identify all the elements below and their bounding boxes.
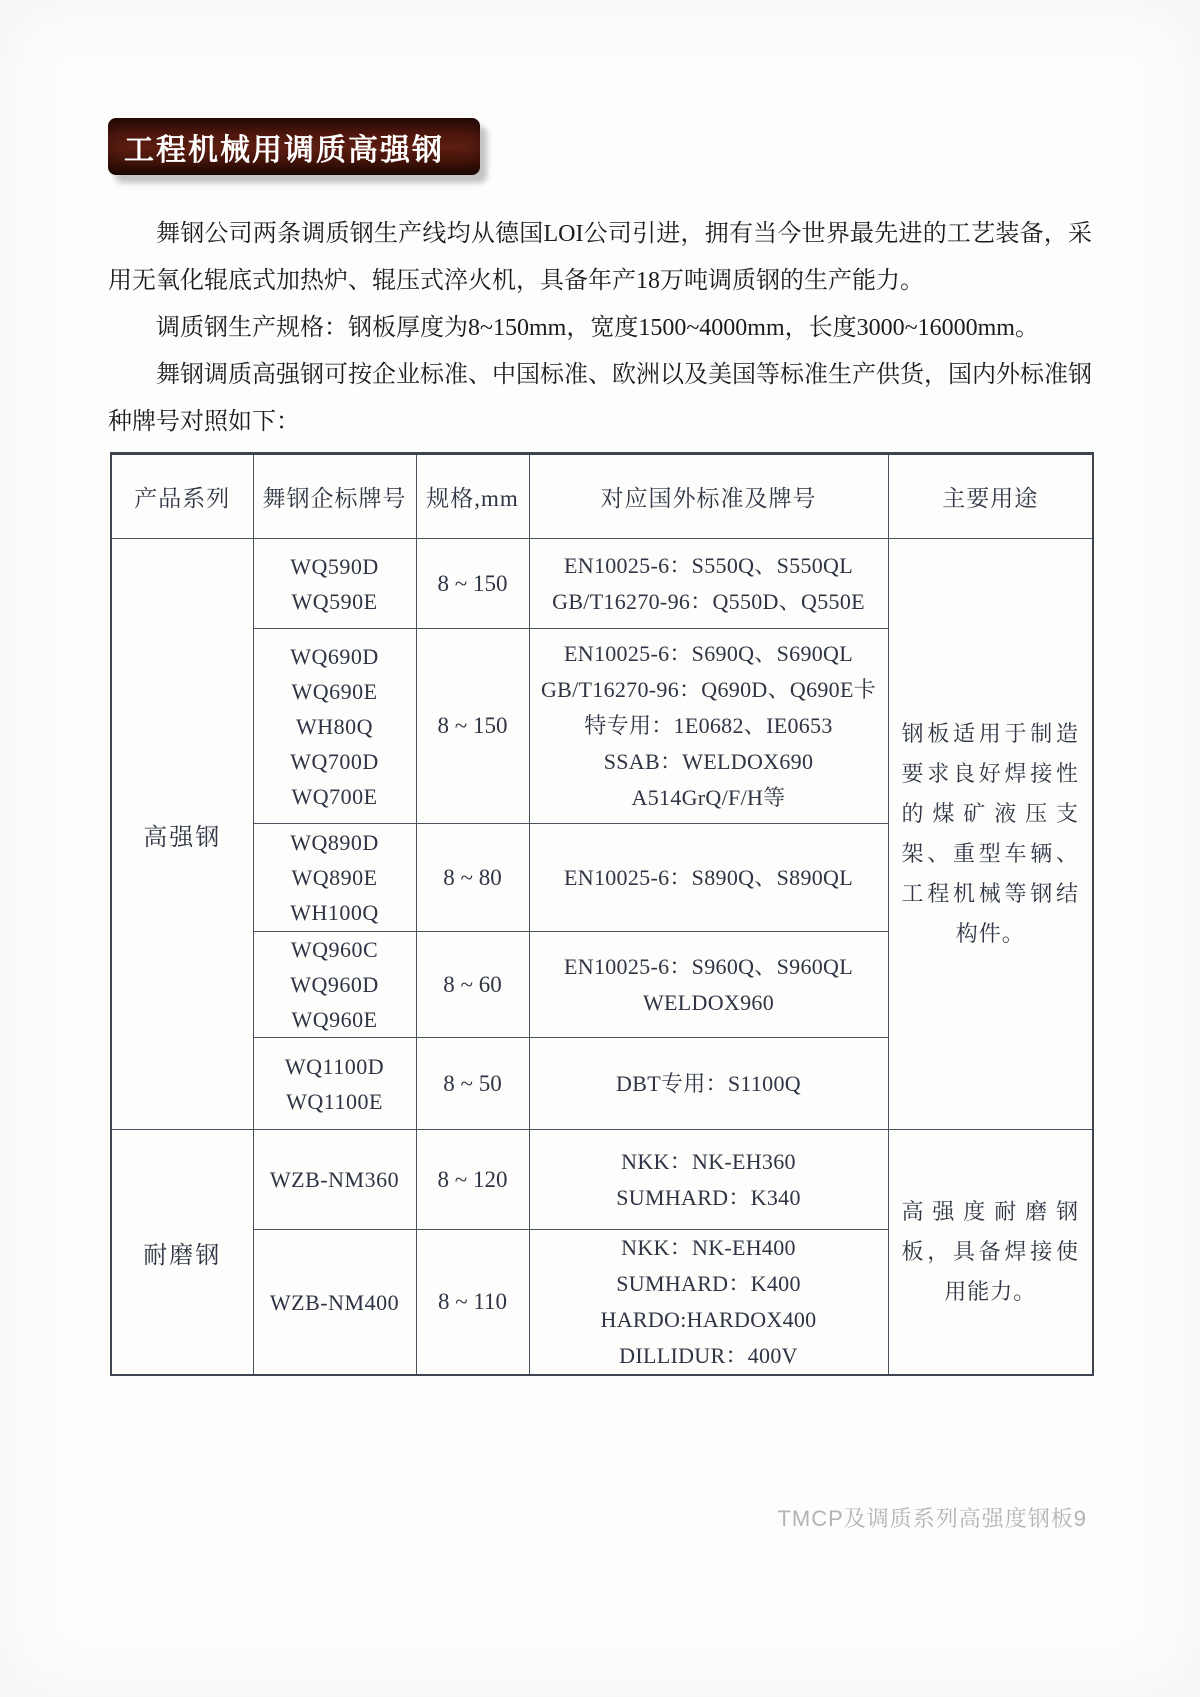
foreign-standards-cell: NKK：NK-EH400 SUMHARD：K400 HARDO:HARDOX400 DILLIDUR：400V bbox=[529, 1230, 888, 1376]
spec-cell: 8 ~ 80 bbox=[416, 824, 529, 932]
body-paragraph: 舞钢公司两条调质钢生产线均从德国LOI公司引进，拥有当今世界最先进的工艺装备，采用无氧化辊底式加热炉、辊压式淬火机，具备年产18万吨调质钢的生产能力。 bbox=[108, 221, 1092, 294]
page-footer: TMCP及调质系列高强度钢板9 bbox=[777, 1506, 1087, 1531]
main-usage-cell: 高强度耐磨钢板，具备焊接使用能力。 bbox=[888, 1130, 1093, 1376]
spec-cell: 8 ~ 120 bbox=[416, 1130, 529, 1230]
column-header: 主要用途 bbox=[888, 454, 1093, 539]
section-title-banner bbox=[108, 118, 480, 175]
foreign-standards-cell: EN10025-6：S550Q、S550QL GB/T16270-96：Q550D、Q550E bbox=[529, 539, 888, 629]
table-body bbox=[111, 539, 1093, 1376]
foreign-standards-cell: EN10025-6：S960Q、S960QL WELDOX960 bbox=[529, 932, 888, 1038]
body-paragraph: 调质钢生产规格：钢板厚度为8~150mm，宽度1500~4000mm，长度3000~16000mm。 bbox=[156, 315, 1039, 341]
spec-cell: 8 ~ 150 bbox=[416, 629, 529, 824]
grade-cell: WZB-NM360 bbox=[253, 1130, 416, 1230]
table-header-row bbox=[111, 454, 1093, 539]
main-usage-cell: 钢板适用于制造要求良好焊接性的煤矿液压支架、重型车辆、工程机械等钢结构件。 bbox=[888, 539, 1093, 1130]
foreign-standards-cell: NKK：NK-EH360 SUMHARD：K340 bbox=[529, 1130, 888, 1230]
column-header: 产品系列 bbox=[111, 454, 253, 539]
spec-cell: 8 ~ 60 bbox=[416, 932, 529, 1038]
table-row bbox=[111, 1130, 1093, 1230]
column-header: 舞钢企标牌号 bbox=[253, 454, 416, 539]
spec-cell: 8 ~ 50 bbox=[416, 1038, 529, 1130]
series-name-cell: 高强钢 bbox=[111, 539, 253, 1130]
table-row bbox=[111, 539, 1093, 629]
foreign-standards-cell: EN10025-6：S890Q、S890QL bbox=[529, 824, 888, 932]
grade-cell: WQ890D WQ890E WH100Q bbox=[253, 824, 416, 932]
spec-cell: 8 ~ 110 bbox=[416, 1230, 529, 1376]
series-name-cell: 耐磨钢 bbox=[111, 1130, 253, 1376]
intro-paragraphs bbox=[108, 211, 1092, 446]
body-paragraph: 舞钢调质高强钢可按企业标准、中国标准、欧洲以及美国等标准生产供货，国内外标准钢种牌号对照如下： bbox=[108, 362, 1092, 435]
grade-cell: WQ1100D WQ1100E bbox=[253, 1038, 416, 1130]
column-header: 对应国外标准及牌号 bbox=[529, 454, 888, 539]
section-title: 工程机械用调质高强钢 bbox=[124, 133, 444, 167]
steel-grades-table bbox=[110, 452, 1094, 1376]
grade-cell: WQ590D WQ590E bbox=[253, 539, 416, 629]
column-header: 规格,mm bbox=[416, 454, 529, 539]
grade-cell: WQ690D WQ690E WH80Q WQ700D WQ700E bbox=[253, 629, 416, 824]
foreign-standards-cell: EN10025-6：S690Q、S690QL GB/T16270-96：Q690D、Q690E卡 特专用：1E0682、IE0653 SSAB：WELDOX690 A514GrQ/F/H等 bbox=[529, 629, 888, 824]
spec-cell: 8 ~ 150 bbox=[416, 539, 529, 629]
grade-cell: WQ960C WQ960D WQ960E bbox=[253, 932, 416, 1038]
foreign-standards-cell: DBT专用：S1100Q bbox=[529, 1038, 888, 1130]
grade-cell: WZB-NM400 bbox=[253, 1230, 416, 1376]
